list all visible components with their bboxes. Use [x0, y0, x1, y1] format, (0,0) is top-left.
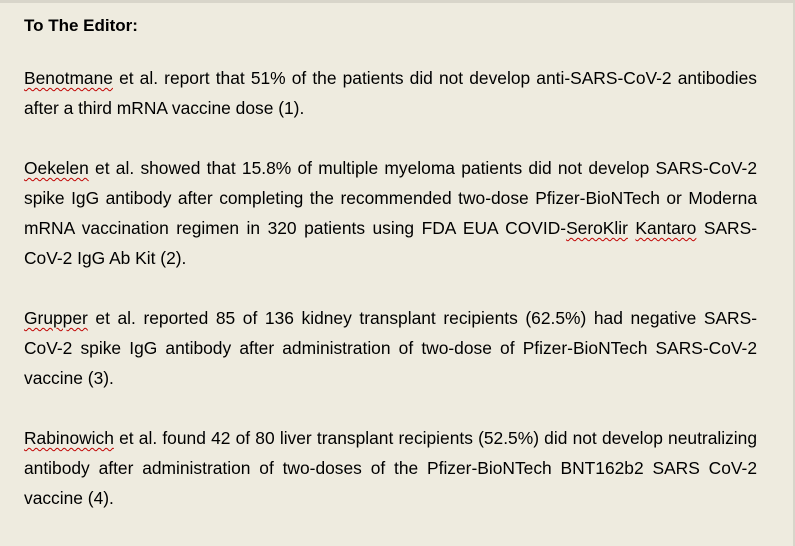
spellcheck-word[interactable]: Benotmane: [24, 68, 113, 88]
paragraph-1: [24, 63, 757, 123]
spellcheck-word[interactable]: Grupper: [24, 308, 88, 328]
spellcheck-word[interactable]: SeroKlir: [566, 218, 628, 238]
paragraph-4: [24, 423, 757, 513]
paragraph-text: SARS-CoV-2 IgG Ab Kit (2).: [24, 218, 757, 268]
paragraph-text: et al. reported 85 of 136 kidney transplant recipients (62.5%) had negative SARS-CoV-2 spike IgG antibody after administration of two-dose of Pfizer-BioNTech SARS-CoV-2 vaccine (3).: [24, 308, 757, 388]
letter-heading: To The Editor:: [24, 16, 138, 35]
paragraph-2: [24, 153, 757, 273]
spellcheck-word[interactable]: Kantaro: [635, 218, 697, 238]
spellcheck-word[interactable]: Oekelen: [24, 158, 89, 178]
spellcheck-word[interactable]: Rabinowich: [24, 428, 114, 448]
paragraph-text: et al. showed that 15.8% of multiple myeloma patients did not develop SARS-CoV-2 spike IgG antibody after completing the recommended two-dose Pfizer-BioNTech or Moderna mRNA vaccination regimen in 320 patients using FDA EUA COVID-: [24, 158, 757, 238]
paragraph-3: [24, 303, 757, 393]
paragraph-text: et al. found 42 of 80 liver transplant recipients (52.5%) did not develop neutralizing antibody after administration of two-doses of the Pfizer-BioNTech BNT162b2 SARS CoV-2 vaccine (4).: [24, 428, 757, 508]
paragraph-text: et al. report that 51% of the patients did not develop anti-SARS-CoV-2 antibodies after a third mRNA vaccine dose (1).: [24, 68, 757, 118]
